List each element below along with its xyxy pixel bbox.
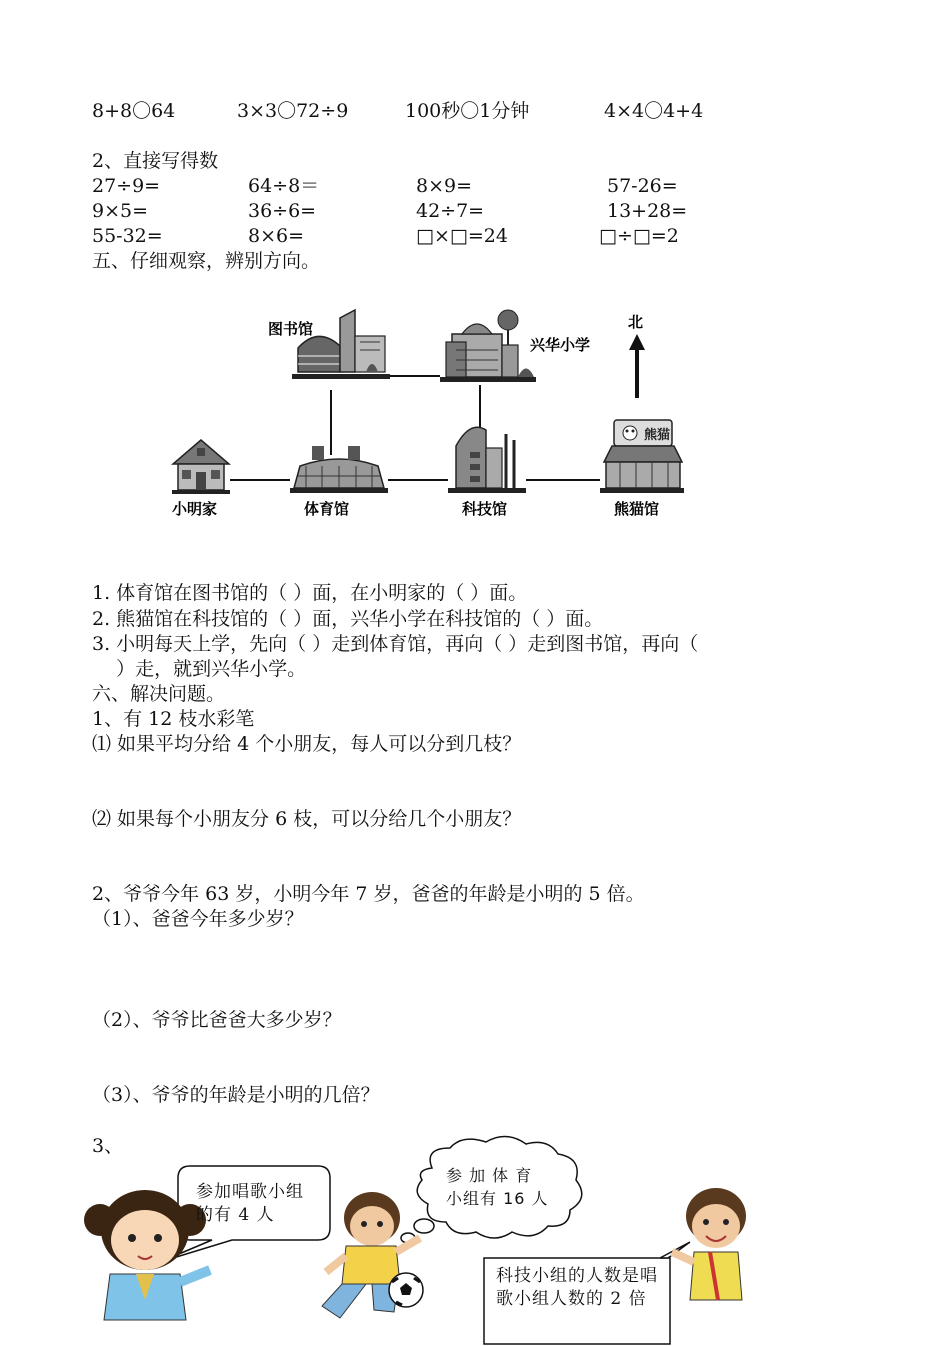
- problem3-title: 3、: [92, 1135, 124, 1157]
- calc-item: 36÷6=: [248, 200, 317, 222]
- direction-question-2: 2. 熊猫馆在科技馆的（ ）面，兴华小学在科技馆的（ ）面。: [92, 608, 604, 630]
- compare-item-2: 3×3〇72÷9: [237, 100, 349, 122]
- panda-house-label: 熊猫馆: [614, 500, 660, 518]
- science-museum-label: 科技馆: [462, 500, 508, 518]
- section5-title: 五、仔细观察，辨别方向。: [92, 250, 321, 272]
- compare-item-1: 8+8〇64: [92, 100, 176, 122]
- boy-pointing-character-icon: [672, 1188, 746, 1300]
- direction-question-3-cont: ）走，就到兴华小学。: [92, 658, 307, 680]
- bubble-singing-text: 参加唱歌小组的有 4 人: [196, 1182, 304, 1225]
- problem2-q3: （3）、爷爷的年龄是小明的几倍？: [92, 1084, 380, 1106]
- direction-question-3: 3. 小明每天上学，先向（ ）走到体育馆，再向（ ）走到图书馆，再向（: [92, 633, 699, 655]
- calc-item: 8×9=: [416, 175, 473, 197]
- gym-label: 体育馆: [304, 500, 350, 518]
- library-label: 图书馆: [268, 320, 314, 338]
- girl-character-icon: [84, 1190, 210, 1320]
- direction-question-1: 1. 体育馆在图书馆的（ ）面，在小明家的（ ）面。: [92, 582, 528, 604]
- calc-item: 13+28=: [607, 200, 688, 222]
- section6-title: 六、解决问题。: [92, 683, 226, 705]
- bubble-sports-text: 参 加 体 育 小组有 16 人: [446, 1166, 549, 1208]
- calc-item: 8×6=: [248, 225, 305, 247]
- problem2-title: 2、爷爷今年 63 岁，小明今年 7 岁，爸爸的年龄是小明的 5 倍。: [92, 883, 645, 905]
- north-label: 北: [628, 313, 644, 331]
- problem1-q1: ⑴ 如果平均分给 4 个小朋友，每人可以分到几枝？: [92, 733, 522, 755]
- section2-title: 2、直接写得数: [92, 150, 219, 172]
- callout-science-text: 科技小组的人数是唱歌小组人数的 2 倍: [496, 1266, 658, 1309]
- calc-item: □÷□=2: [599, 225, 679, 247]
- calc-item: 42÷7=: [416, 200, 485, 222]
- soccer-ball-icon: [389, 1273, 423, 1307]
- school-label: 兴华小学: [530, 336, 591, 354]
- calc-item: 27÷9=: [92, 175, 161, 197]
- calc-item: □×□=24: [416, 225, 508, 247]
- compare-item-4: 4×4〇4+4: [604, 100, 704, 122]
- calc-item: 55-32=: [92, 225, 163, 247]
- problem2-q2: （2）、爷爷比爸爸大多少岁？: [92, 1009, 342, 1031]
- calc-item: 9×5=: [92, 200, 149, 222]
- problem1-title: 1、有 12 枝水彩笔: [92, 708, 255, 730]
- panda-sign-text: 熊猫: [644, 428, 671, 443]
- problem2-q1: （1）、爸爸今年多少岁？: [92, 908, 304, 930]
- calc-item: 64÷8＝: [248, 175, 320, 197]
- problem1-q2: ⑵ 如果每个小朋友分 6 枝，可以分给几个小朋友？: [92, 808, 522, 830]
- compare-item-3: 100秒〇1分钟: [405, 100, 530, 122]
- home-label: 小明家: [172, 500, 218, 518]
- calc-item: 57-26=: [607, 175, 678, 197]
